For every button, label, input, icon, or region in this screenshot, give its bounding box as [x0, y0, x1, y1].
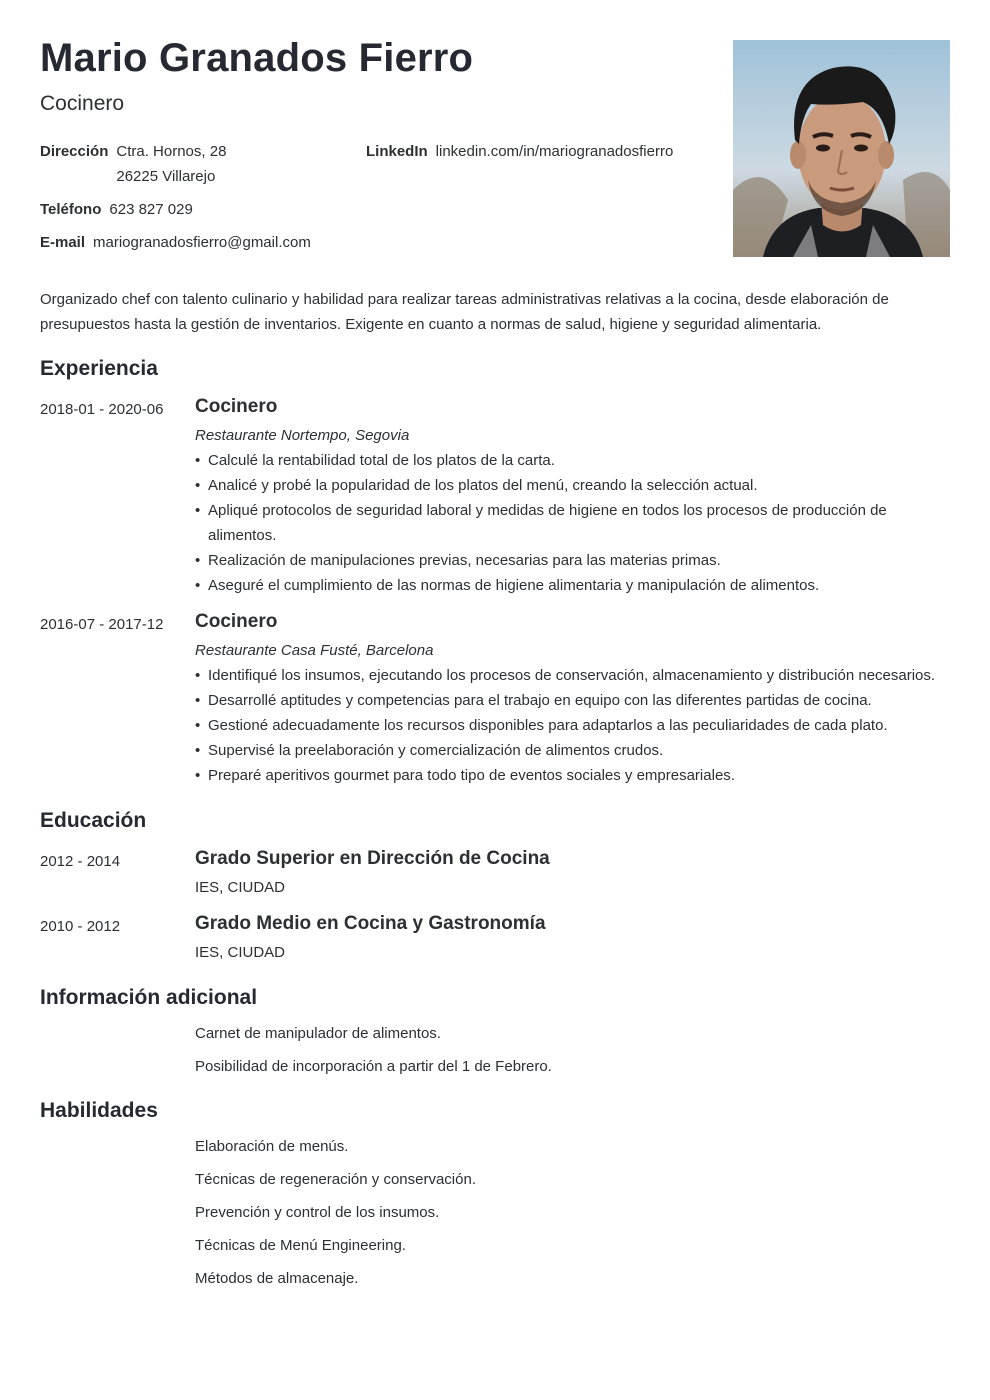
linkedin-link[interactable]: linkedin.com/in/mariogranadosfierro: [435, 143, 674, 160]
skill-item: Técnicas de regeneración y conservación.: [195, 1171, 476, 1188]
additional-info-list: [195, 1021, 935, 1087]
job-bullet: • Realización de manipulaciones previas, necesarias para las materias primas.: [195, 548, 950, 573]
section-title-education: Educación: [40, 809, 147, 832]
profile-photo: [733, 40, 950, 257]
address-label: Dirección: [40, 143, 109, 160]
phone-label: Teléfono: [40, 201, 102, 218]
job-title: Cocinero: [195, 611, 278, 632]
skill-item: Métodos de almacenaje.: [195, 1270, 359, 1287]
contact-address: [40, 139, 226, 189]
job-bullets: [195, 448, 950, 598]
email-label: E-mail: [40, 234, 86, 251]
job-bullet: • Supervisé la preelaboración y comercialización de alimentos crudos.: [195, 738, 950, 763]
skills-list: [195, 1134, 935, 1299]
job-bullet: • Preparé aperitivos gourmet para todo tipo de eventos sociales y empresariales.: [195, 763, 950, 788]
degree-title: Grado Medio en Cocina y Gastronomía: [195, 913, 546, 934]
skill-item: Prevención y control de los insumos.: [195, 1204, 440, 1221]
job-bullet: • Apliqué protocolos de seguridad laboral y medidas de higiene en todos los procesos de producción de alimentos.: [195, 498, 950, 548]
contact-email: [40, 230, 311, 255]
job-bullets: [195, 663, 950, 788]
job-company: Restaurante Casa Fusté, Barcelona: [195, 642, 434, 659]
contact-linkedin: [366, 139, 673, 164]
linkedin-label: LinkedIn: [366, 143, 428, 160]
education-dates: 2010 - 2012: [40, 918, 121, 935]
experience-dates: 2018-01 - 2020-06: [40, 401, 164, 418]
additional-info-item: Carnet de manipulador de alimentos.: [195, 1025, 441, 1042]
contact-phone: [40, 197, 193, 222]
email-link[interactable]: mariogranadosfierro@gmail.com: [93, 234, 311, 251]
job-company: Restaurante Nortempo, Segovia: [195, 427, 410, 444]
section-title-additional: Información adicional: [40, 986, 258, 1009]
address-line-2: 26225 Villarejo: [116, 168, 216, 185]
job-bullet: • Desarrollé aptitudes y competencias para el trabajo en equipo con las diferentes partidas de cocina.: [195, 688, 950, 713]
skill-item: Técnicas de Menú Engineering.: [195, 1237, 406, 1254]
degree-title: Grado Superior en Dirección de Cocina: [195, 848, 550, 869]
education-dates: 2012 - 2014: [40, 853, 121, 870]
skill-item: Elaboración de menús.: [195, 1138, 349, 1155]
job-bullet: • Analicé y probé la popularidad de los platos del menú, creando la selección actual.: [195, 473, 950, 498]
school-name: IES, CIUDAD: [195, 879, 286, 896]
job-title: Cocinero: [195, 396, 278, 417]
job-bullet: • Identifiqué los insumos, ejecutando los procesos de conservación, almacenamiento y distribución necesarios.: [195, 663, 950, 688]
job-bullet: • Calculé la rentabilidad total de los platos de la carta.: [195, 448, 950, 473]
experience-dates: 2016-07 - 2017-12: [40, 616, 164, 633]
school-name: IES, CIUDAD: [195, 944, 286, 961]
section-title-skills: Habilidades: [40, 1099, 158, 1122]
job-bullet: • Gestioné adecuadamente los recursos disponibles para adaptarlos a las peculiaridades de cada plato.: [195, 713, 950, 738]
candidate-role: Cocinero: [40, 92, 125, 115]
phone-value: 623 827 029: [109, 201, 193, 218]
additional-info-item: Posibilidad de incorporación a partir del 1 de Febrero.: [195, 1058, 552, 1075]
job-bullet: • Aseguré el cumplimiento de las normas de higiene alimentaria y manipulación de alimentos.: [195, 573, 950, 598]
section-title-experience: Experiencia: [40, 357, 158, 380]
professional-summary: Organizado chef con talento culinario y habilidad para realizar tareas administrativas relativas a la cocina, desde elaboración de presupuestos hasta la gestión de inventarios. Exigente en cuanto a normas de salud, higiene y seguridad alimentaria.: [40, 291, 889, 333]
address-line-1: Ctra. Hornos, 28: [116, 143, 227, 160]
candidate-name: Mario Granados Fierro: [40, 36, 474, 80]
